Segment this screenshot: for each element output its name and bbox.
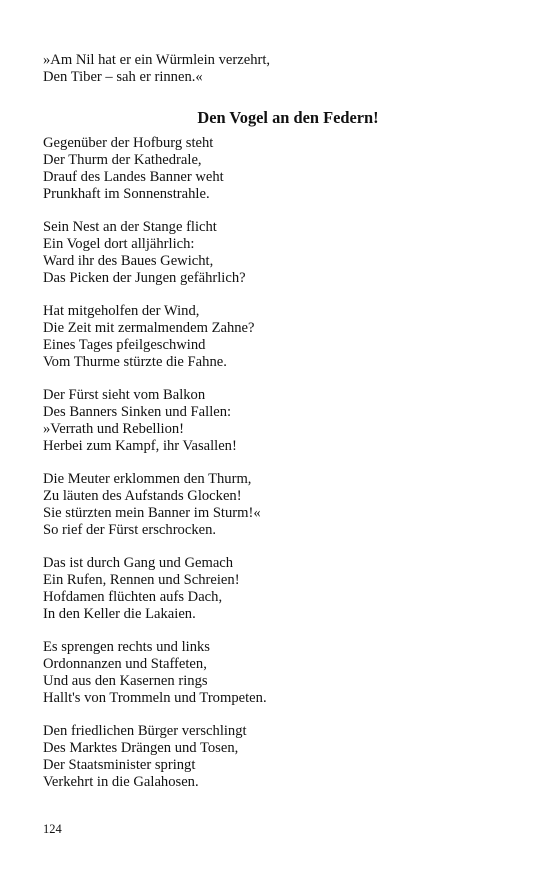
verse-line: Gegenüber der Hofburg steht — [43, 135, 214, 151]
verse-line: Den Tiber – sah er rinnen.« — [43, 68, 203, 85]
verse-line: Es sprengen rechts und links — [43, 639, 210, 655]
verse-line: Hat mitgeholfen der Wind, — [43, 303, 200, 319]
verse-line: Vom Thurme stürzte die Fahne. — [43, 353, 227, 370]
verse-line: Drauf des Landes Banner weht — [43, 168, 224, 185]
verse-line: Des Banners Sinken und Fallen: — [43, 403, 232, 420]
verse-line: Ordonnanzen und Staffeten, — [43, 655, 207, 672]
verse-line: »Am Nil hat er ein Würmlein verzehrt, — [43, 52, 271, 68]
verse-line: Prunkhaft im Sonnenstrahle. — [43, 185, 210, 202]
page-number: 124 — [43, 822, 62, 836]
verse-line: Hofdamen flüchten aufs Dach, — [43, 588, 223, 605]
verse-line: Zu läuten des Aufstands Glocken! — [43, 487, 242, 504]
verse-line: Sein Nest an der Stange flicht — [43, 219, 217, 235]
stanza-4 — [43, 387, 237, 455]
verse-line: Ein Rufen, Rennen und Schreien! — [43, 571, 240, 588]
stanza-7 — [43, 639, 267, 707]
verse-line: Der Thurm der Kathedrale, — [43, 151, 202, 168]
verse-line: Die Zeit mit zermalmendem Zahne? — [43, 319, 255, 336]
verse-line: Und aus den Kasernen rings — [43, 672, 208, 689]
verse-line: In den Keller die Lakaien. — [43, 605, 196, 622]
verse-line: Ward ihr des Baues Gewicht, — [43, 252, 214, 269]
verse-line: Den friedlichen Bürger verschlingt — [43, 723, 247, 739]
verse-line: Hallt's von Trommeln und Trompeten. — [43, 689, 267, 706]
verse-line: Herbei zum Kampf, ihr Vasallen! — [43, 437, 237, 454]
verse-line: »Verrath und Rebellion! — [43, 420, 185, 437]
verse-line: Eines Tages pfeilgeschwind — [43, 336, 206, 353]
stanza-5 — [43, 471, 261, 539]
opening-stanza — [43, 52, 270, 86]
verse-line: So rief der Fürst erschrocken. — [43, 521, 217, 538]
verse-line: Des Marktes Drängen und Tosen, — [43, 739, 239, 756]
stanza-8 — [43, 723, 247, 791]
verse-line: Das ist durch Gang und Gemach — [43, 555, 234, 571]
verse-line: Sie stürzten mein Banner im Sturm!« — [43, 504, 261, 521]
verse-line: Verkehrt in die Galahosen. — [43, 773, 199, 790]
verse-line: Das Picken der Jungen gefährlich? — [43, 269, 246, 286]
stanza-3 — [43, 303, 255, 371]
verse-line: Die Meuter erklommen den Thurm, — [43, 471, 252, 487]
verse-line: Der Fürst sieht vom Balkon — [43, 387, 206, 403]
stanza-6 — [43, 555, 240, 623]
stanza-2 — [43, 219, 246, 287]
verse-line: Ein Vogel dort alljährlich: — [43, 235, 195, 252]
verse-line: Der Staatsminister springt — [43, 756, 196, 773]
poem-title: Den Vogel an den Federn! — [197, 108, 379, 127]
stanza-1 — [43, 135, 224, 203]
